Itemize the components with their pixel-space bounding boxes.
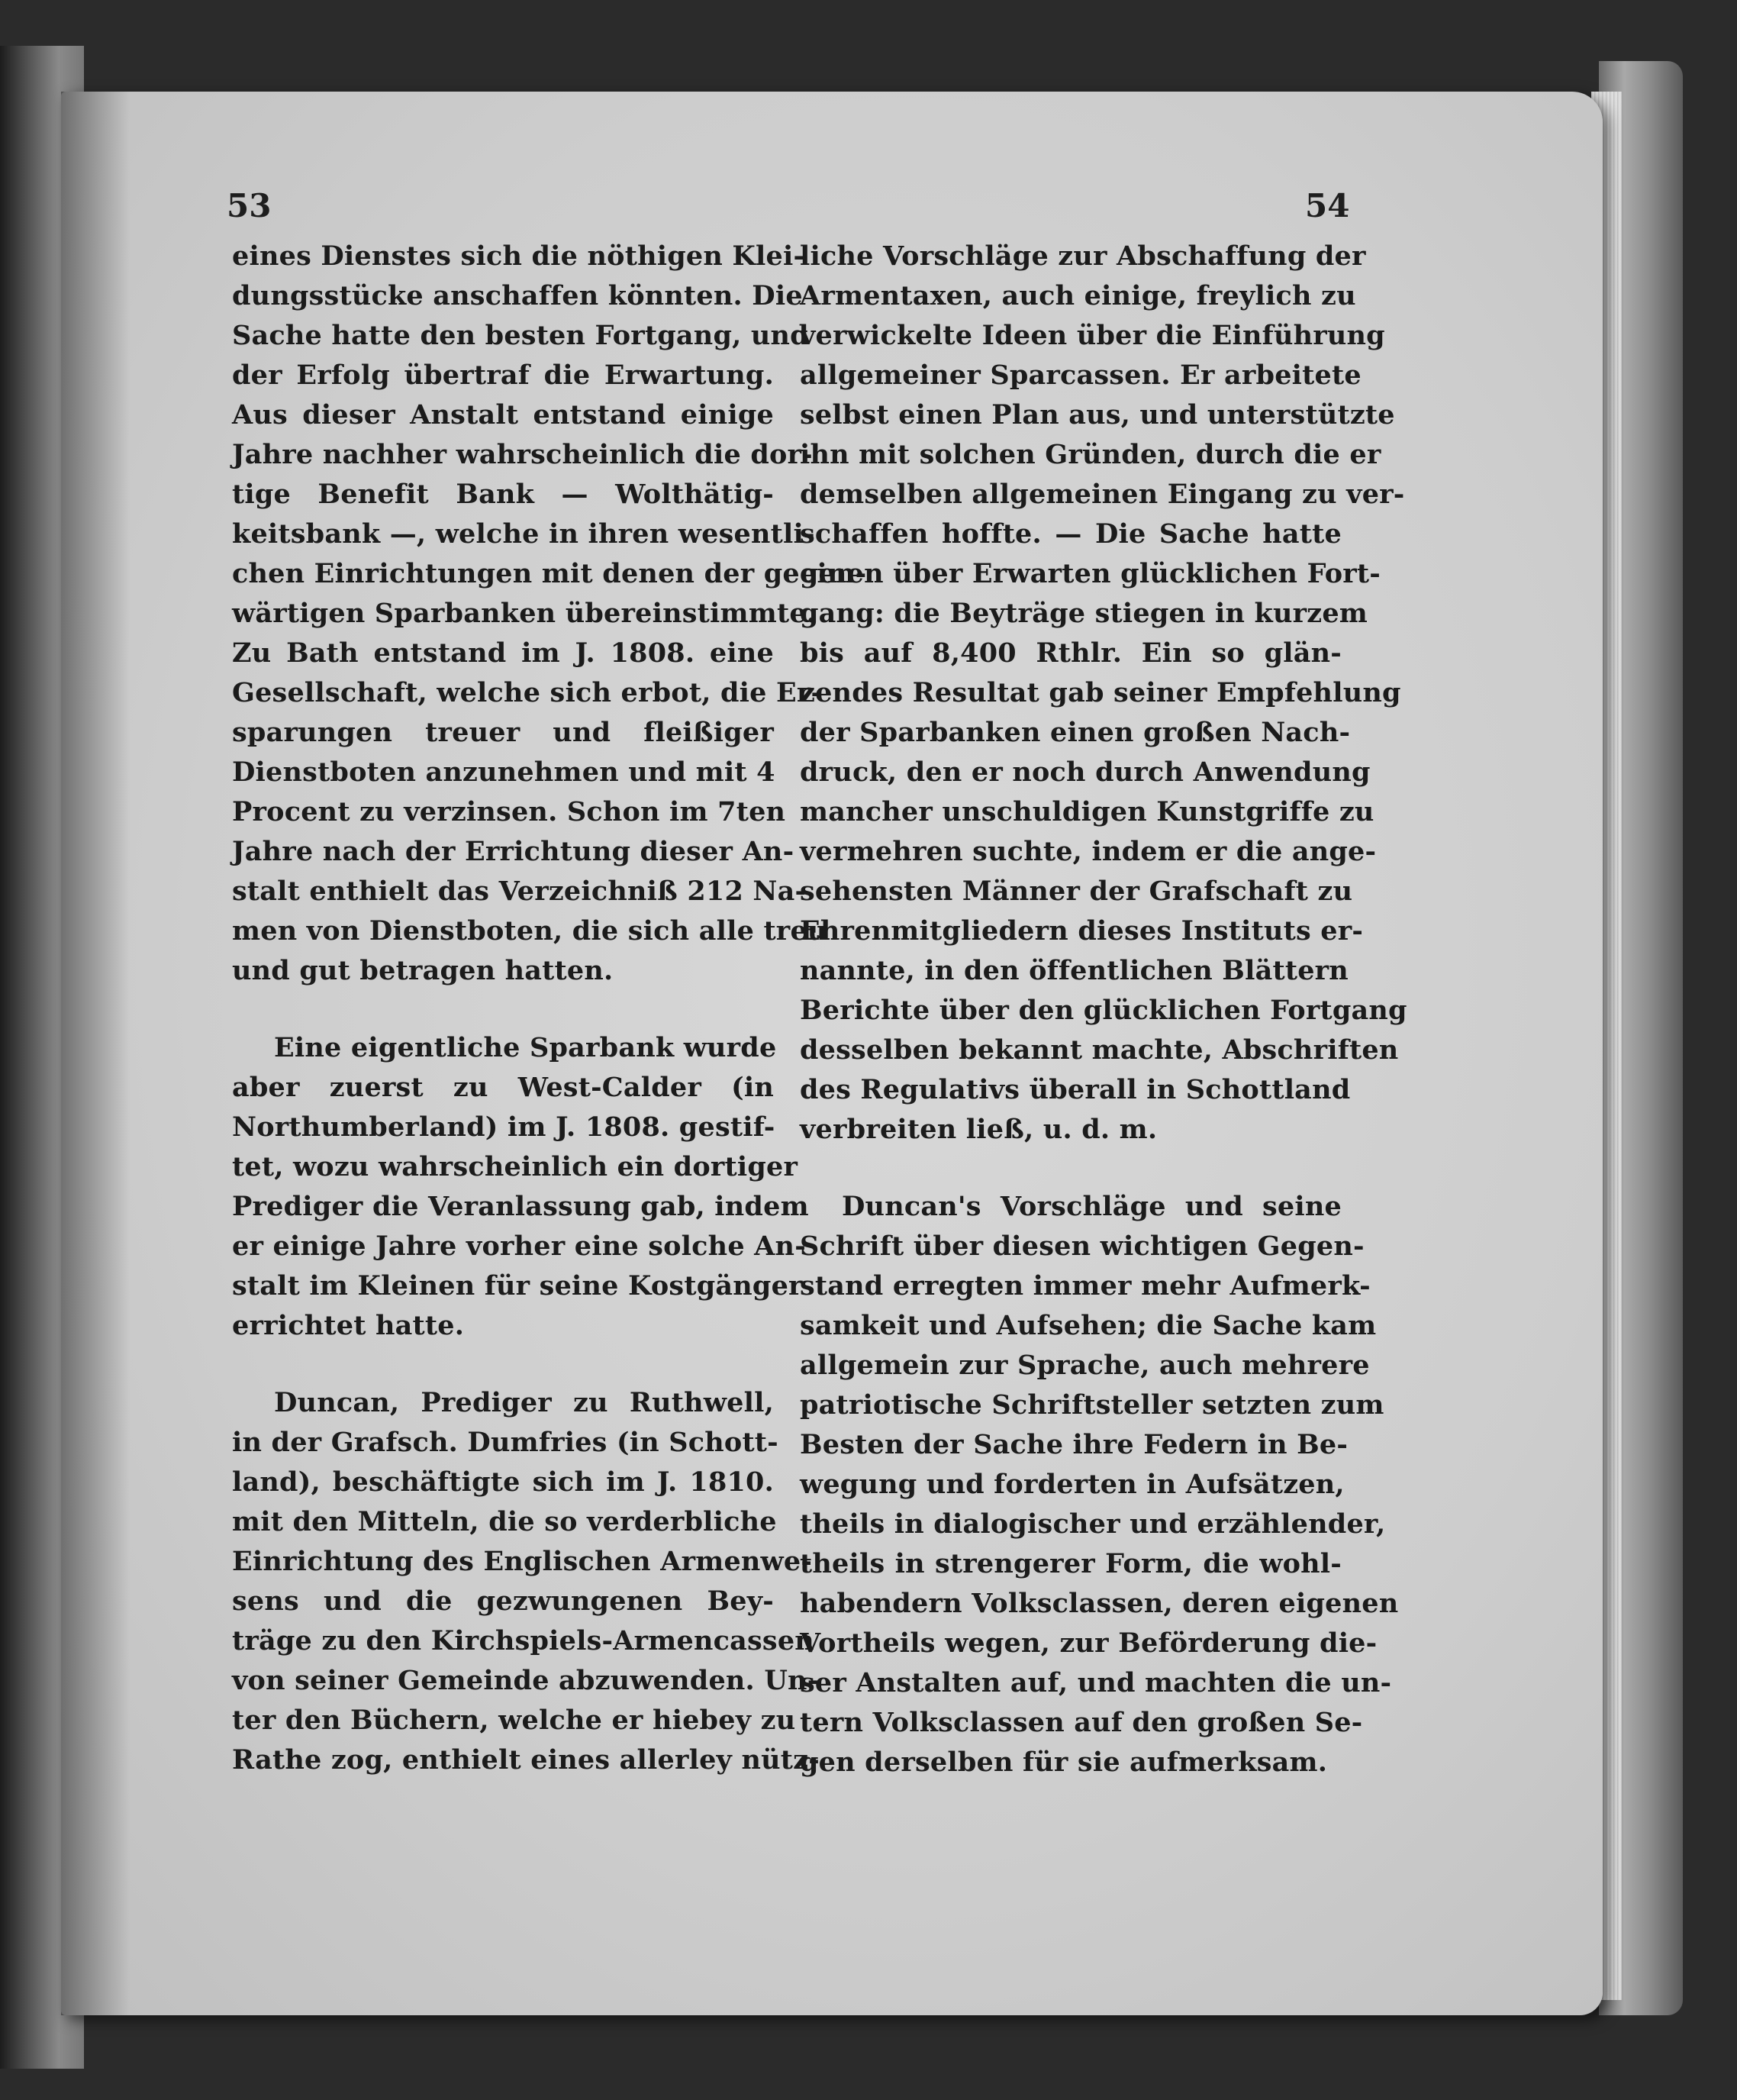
text-line: Ehrenmitgliedern dieses Instituts er- <box>800 915 1364 947</box>
text-line: demselben allgemeinen Eingang zu ver- <box>800 479 1405 510</box>
text-line: einen über Erwarten glücklichen Fort- <box>800 558 1381 589</box>
text-line: allgemein zur Sprache, auch mehrere <box>800 1350 1370 1381</box>
text-line: mit den Mitteln, die so verderbliche <box>232 1506 777 1537</box>
text-line: aber zuerst zu West-Calder (in <box>232 1072 774 1103</box>
text-line: der Erfolg übertraf die Erwartung. <box>232 360 774 391</box>
text-line: habendern Volksclassen, deren eigenen <box>800 1588 1399 1619</box>
text-line: Berichte über den glücklichen Fortgang <box>800 995 1407 1026</box>
text-line: Jahre nachher wahrscheinlich die dor- <box>232 439 813 470</box>
text-line: Sache hatte den besten Fortgang, und <box>232 320 809 351</box>
text-line: land), beschäftigte sich im J. 1810. <box>232 1466 774 1498</box>
text-line: theils in strengerer Form, die wohl- <box>800 1548 1342 1579</box>
text-line: allgemeiner Sparcassen. Er arbeitete <box>800 360 1362 391</box>
text-line: sens und die gezwungenen Bey- <box>232 1585 774 1617</box>
paragraph-gap <box>232 991 774 1028</box>
text-line: des Regulativs überall in Schottland <box>800 1074 1351 1105</box>
page-number-right: 54 <box>1305 187 1350 224</box>
text-line: druck, den er noch durch Anwendung <box>800 756 1371 788</box>
text-line: theils in dialogischer und erzählender, <box>800 1508 1386 1540</box>
text-line: gang: die Beyträge stiegen in kurzem <box>800 598 1368 629</box>
page-gutter-shadow <box>61 92 130 2015</box>
text-line: ser Anstalten auf, und machten die un- <box>800 1667 1392 1698</box>
text-line: träge zu den Kirchspiels-Armencassen <box>232 1625 814 1656</box>
text-line: Duncan's Vorschläge und seine <box>842 1191 1342 1222</box>
text-line: Northumberland) im J. 1808. gestif- <box>232 1111 775 1143</box>
paragraph <box>800 237 1407 1150</box>
text-line: Duncan, Prediger zu Ruthwell, <box>274 1387 774 1418</box>
text-line: und gut betragen hatten. <box>232 955 614 986</box>
text-line: men von Dienstboten, die sich alle treu <box>232 915 827 947</box>
text-line: Armentaxen, auch einige, freylich zu <box>800 280 1356 311</box>
text-line: vermehren suchte, indem er die ange- <box>800 836 1377 867</box>
text-line: stand erregten immer mehr Aufmerk- <box>800 1270 1371 1302</box>
text-line: selbst einen Plan aus, und unterstützte <box>800 399 1395 431</box>
text-line: Eine eigentliche Sparbank wurde <box>274 1032 777 1063</box>
text-line: Schrift über diesen wichtigen Gegen- <box>800 1231 1365 1262</box>
text-line: Aus dieser Anstalt entstand einige <box>232 399 774 431</box>
text-line: verbreiten ließ, u. d. m. <box>800 1114 1158 1145</box>
paragraph <box>800 1187 1399 1782</box>
text-line: samkeit und Aufsehen; die Sache kam <box>800 1310 1377 1341</box>
text-line: schaffen hoffte. — Die Sache hatte <box>800 518 1342 550</box>
text-line: bis auf 8,400 Rthlr. Ein so glän- <box>800 637 1342 669</box>
text-line: sehensten Männer der Grafschaft zu <box>800 876 1353 907</box>
text-line: stalt im Kleinen für seine Kostgänger <box>232 1270 803 1302</box>
text-column-left <box>232 237 867 1780</box>
page-number-left: 53 <box>227 187 272 224</box>
text-line: Zu Bath entstand im J. 1808. eine <box>232 637 774 669</box>
text-line: Prediger die Veranlassung gab, indem <box>232 1191 809 1222</box>
paragraph <box>232 1383 820 1780</box>
text-line: liche Vorschläge zur Abschaffung der <box>800 240 1366 272</box>
paragraph-gap <box>800 1150 1342 1187</box>
text-line: errichtet hatte. <box>232 1310 465 1341</box>
text-line: ter den Büchern, welche er hiebey zu <box>232 1705 796 1736</box>
text-line: Dienstboten anzunehmen und mit 4 <box>232 756 775 788</box>
paragraph <box>232 1028 809 1346</box>
paragraph-gap <box>232 1346 774 1383</box>
text-line: Besten der Sache ihre Federn in Be- <box>800 1429 1349 1460</box>
text-line: eines Dienstes sich die nöthigen Klei- <box>232 240 805 272</box>
text-line: tige Benefit Bank — Wolthätig- <box>232 479 774 510</box>
text-line: der Sparbanken einen großen Nach- <box>800 717 1351 748</box>
text-line: desselben bekannt machte, Abschriften <box>800 1034 1399 1066</box>
text-column-right <box>800 237 1407 1782</box>
text-line: keitsbank —, welche in ihren wesentli- <box>232 518 815 550</box>
text-line: Rathe zog, enthielt eines allerley nütz- <box>232 1744 820 1776</box>
text-line: Gesellschaft, welche sich erbot, die Er- <box>232 677 823 708</box>
text-line: patriotische Schriftsteller setzten zum <box>800 1389 1384 1421</box>
text-line: ihn mit solchen Gründen, durch die er <box>800 439 1381 470</box>
text-line: Jahre nach der Errichtung dieser An- <box>232 836 794 867</box>
text-line: wegung und forderten in Aufsätzen, <box>800 1469 1345 1500</box>
text-line: mancher unschuldigen Kunstgriffe zu <box>800 796 1374 827</box>
text-line: Vortheils wegen, zur Beförderung die- <box>800 1627 1378 1659</box>
text-line: dungsstücke anschaffen könnten. Die <box>232 280 803 311</box>
text-line: Einrichtung des Englischen Armenwe- <box>232 1546 813 1577</box>
paragraph <box>232 237 867 991</box>
text-line: chen Einrichtungen mit denen der gegen- <box>232 558 867 589</box>
text-line: sparungen treuer und fleißiger <box>232 717 774 748</box>
text-line: gen derselben für sie aufmerksam. <box>800 1747 1328 1778</box>
text-line: zendes Resultat gab seiner Empfehlung <box>800 677 1401 708</box>
text-line: von seiner Gemeinde abzuwenden. Un- <box>232 1665 819 1696</box>
text-line: tet, wozu wahrscheinlich ein dortiger <box>232 1151 798 1182</box>
text-line: Procent zu verzinsen. Schon im 7ten <box>232 796 786 827</box>
text-line: er einige Jahre vorher eine solche An- <box>232 1231 806 1262</box>
text-line: in der Grafsch. Dumfries (in Schott- <box>232 1427 778 1458</box>
text-line: nannte, in den öffentlichen Blättern <box>800 955 1349 986</box>
text-line: tern Volksclassen auf den großen Se- <box>800 1707 1363 1738</box>
text-line: wärtigen Sparbanken übereinstimmte. <box>232 598 817 629</box>
text-line: stalt enthielt das Verzeichniß 212 Na- <box>232 876 807 907</box>
text-line: verwickelte Ideen über die Einführung <box>800 320 1385 351</box>
